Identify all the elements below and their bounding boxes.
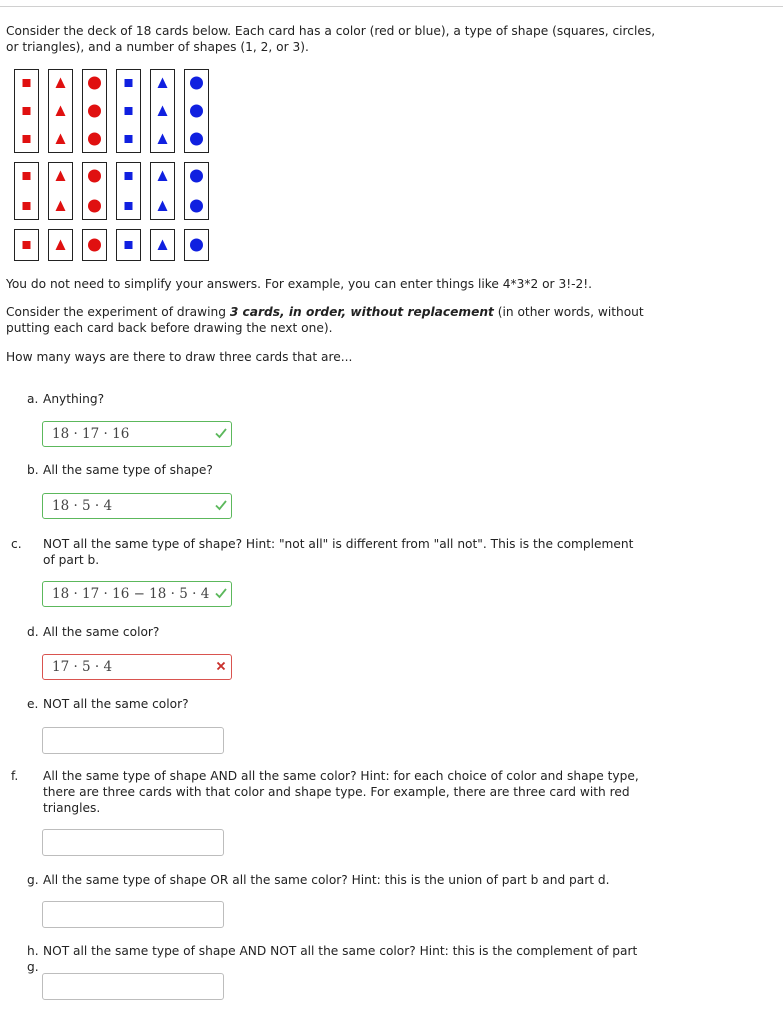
- triangle-icon: [56, 106, 66, 117]
- question-text: Anything?: [43, 392, 105, 406]
- circle-shapes: [83, 70, 106, 152]
- card-red-circle-3: [82, 69, 107, 153]
- answer-field-c[interactable]: [42, 581, 232, 607]
- triangle-icon: [56, 240, 66, 251]
- question-letter: e.: [27, 697, 39, 711]
- circle-icon: [190, 77, 203, 90]
- triangle-shapes: [49, 70, 72, 152]
- square-icon: [125, 79, 133, 87]
- question-letter: c.: [11, 537, 22, 551]
- intro-line-1: Consider the deck of 18 cards below. Each card has a color (red or blue), a type of shape (squares, circles,: [6, 24, 656, 38]
- answer-field-d[interactable]: [42, 654, 232, 680]
- card-blue-square-2: [116, 162, 141, 220]
- question-g: [27, 872, 647, 888]
- card-red-circle-1: [82, 229, 107, 261]
- cross-icon: [214, 659, 228, 673]
- question-text: NOT all the same type of shape? Hint: "not all" is different from "all not". This is the complement of part b.: [43, 537, 634, 567]
- question-text: All the same color?: [43, 625, 160, 639]
- card-blue-square-3: [116, 69, 141, 153]
- answer-field-a[interactable]: [42, 421, 232, 447]
- answer-value: 17 · 5 · 4: [52, 659, 113, 675]
- question-prompt: How many ways are there to draw three cards that are...: [6, 350, 353, 364]
- circle-icon: [88, 239, 101, 252]
- simplify-note: You do not need to simplify your answers. For example, you can enter things like 4*3*2 or 3!-2!.: [6, 277, 592, 291]
- question-e: [27, 696, 647, 712]
- question-letter: f.: [11, 769, 19, 783]
- question-f: [11, 768, 647, 816]
- circle-icon: [88, 133, 101, 146]
- square-icon: [125, 202, 133, 210]
- question-d: [27, 624, 647, 640]
- card-blue-square-1: [116, 229, 141, 261]
- triangle-icon: [158, 78, 168, 89]
- square-icon: [23, 135, 31, 143]
- intro-text: [6, 23, 656, 55]
- question-letter: g.: [27, 873, 39, 887]
- square-icon: [125, 172, 133, 180]
- answer-value: 18 · 17 · 16: [52, 426, 130, 442]
- square-icon: [23, 241, 31, 249]
- circle-icon: [190, 239, 203, 252]
- experiment-description: [6, 304, 656, 336]
- checkmark-icon: [214, 586, 228, 600]
- card-blue-triangle-1: [150, 229, 175, 261]
- square-icon: [23, 202, 31, 210]
- square-icon: [23, 107, 31, 115]
- answer-field-h[interactable]: [42, 973, 224, 1000]
- circle-shapes: [83, 230, 106, 260]
- answer-field-b[interactable]: [42, 493, 232, 519]
- circle-icon: [88, 170, 101, 183]
- question-text: NOT all the same type of shape AND NOT all the same color? Hint: this is the complement of part g.: [27, 944, 638, 974]
- question-letter: d.: [27, 625, 39, 639]
- triangle-icon: [158, 240, 168, 251]
- answer-field-e[interactable]: [42, 727, 224, 754]
- triangle-icon: [158, 171, 168, 182]
- square-shapes: [117, 163, 140, 219]
- square-icon: [23, 172, 31, 180]
- square-icon: [125, 241, 133, 249]
- triangle-shapes: [151, 163, 174, 219]
- experiment-prefix: Consider the experiment of drawing: [6, 305, 230, 319]
- circle-icon: [190, 200, 203, 213]
- circle-icon: [88, 200, 101, 213]
- triangle-icon: [56, 171, 66, 182]
- card-red-triangle-1: [48, 229, 73, 261]
- square-shapes: [15, 163, 38, 219]
- square-icon: [125, 135, 133, 143]
- card-blue-circle-3: [184, 69, 209, 153]
- circle-icon: [88, 77, 101, 90]
- question-text: All the same type of shape?: [43, 463, 213, 477]
- experiment-emphasis: 3 cards, in order, without replacement: [229, 305, 494, 319]
- triangle-shapes: [151, 230, 174, 260]
- triangle-icon: [56, 201, 66, 212]
- square-shapes: [15, 230, 38, 260]
- card-blue-triangle-2: [150, 162, 175, 220]
- answer-value: 18 · 17 · 16 − 18 · 5 · 4: [52, 586, 210, 602]
- card-red-square-1: [14, 229, 39, 261]
- intro-line-2: or triangles), and a number of shapes (1, 2, or 3).: [6, 40, 309, 54]
- answer-value: 18 · 5 · 4: [52, 498, 113, 514]
- card-red-square-2: [14, 162, 39, 220]
- circle-shapes: [185, 163, 208, 219]
- triangle-icon: [158, 201, 168, 212]
- square-shapes: [117, 230, 140, 260]
- experiment-suffix: (in other words, without: [493, 305, 644, 319]
- question-letter: a.: [27, 392, 39, 406]
- square-shapes: [117, 70, 140, 152]
- circle-shapes: [185, 230, 208, 260]
- card-blue-circle-1: [184, 229, 209, 261]
- circle-shapes: [185, 70, 208, 152]
- question-c: [11, 536, 647, 568]
- question-h: [27, 943, 647, 975]
- question-letter: h.: [27, 944, 39, 958]
- card-red-triangle-3: [48, 69, 73, 153]
- checkmark-icon: [214, 426, 228, 440]
- circle-icon: [88, 105, 101, 118]
- triangle-icon: [158, 134, 168, 145]
- triangle-icon: [158, 106, 168, 117]
- circle-icon: [190, 133, 203, 146]
- circle-shapes: [83, 163, 106, 219]
- square-icon: [23, 79, 31, 87]
- question-a: [27, 391, 647, 407]
- circle-icon: [190, 170, 203, 183]
- question-b: [27, 462, 647, 478]
- answer-field-g[interactable]: [42, 901, 224, 928]
- question-text: NOT all the same color?: [43, 697, 189, 711]
- card-red-circle-2: [82, 162, 107, 220]
- square-icon: [125, 107, 133, 115]
- triangle-shapes: [151, 70, 174, 152]
- card-red-square-3: [14, 69, 39, 153]
- question-text: All the same type of shape OR all the same color? Hint: this is the union of part b and part d.: [43, 873, 610, 887]
- card-red-triangle-2: [48, 162, 73, 220]
- circle-icon: [190, 105, 203, 118]
- question-text: All the same type of shape AND all the same color? Hint: for each choice of color and shape type, there are three cards with that color and shape type. For example, there are three card with red triangles.: [43, 769, 639, 815]
- triangle-icon: [56, 134, 66, 145]
- card-blue-circle-2: [184, 162, 209, 220]
- triangle-shapes: [49, 163, 72, 219]
- checkmark-icon: [214, 498, 228, 512]
- answer-field-f[interactable]: [42, 829, 224, 856]
- question-letter: b.: [27, 463, 39, 477]
- square-shapes: [15, 70, 38, 152]
- top-divider: [0, 6, 783, 7]
- triangle-shapes: [49, 230, 72, 260]
- card-blue-triangle-3: [150, 69, 175, 153]
- experiment-line-2: putting each card back before drawing the next one).: [6, 321, 333, 335]
- triangle-icon: [56, 78, 66, 89]
